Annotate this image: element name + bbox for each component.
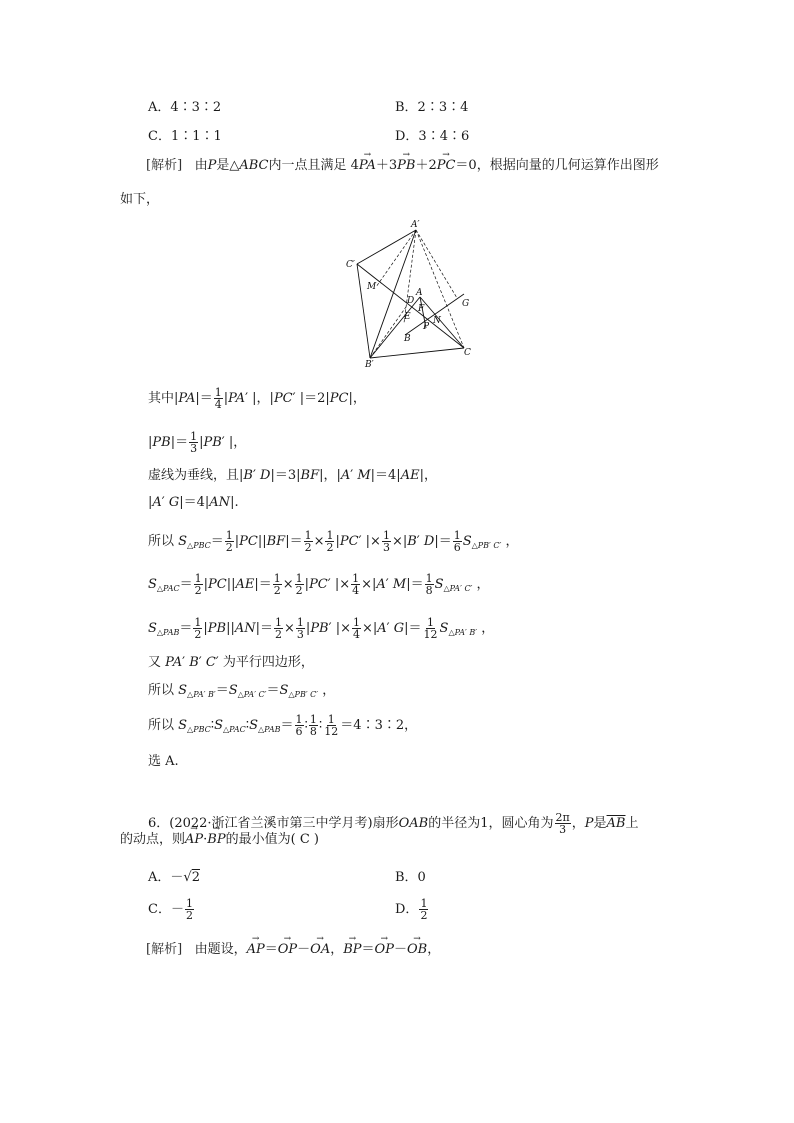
solution-intro-cont: 如下， <box>120 192 160 207</box>
derivation-line-4: |A′ G|＝4|AN|. <box>148 495 239 510</box>
label-M: M <box>367 282 377 292</box>
label-N: N <box>433 316 441 326</box>
label-C: C <box>464 348 471 358</box>
question-6-cont: 的动点，则→ AP·→ BP的最小值为( C ) <box>120 830 319 850</box>
label-A-prime: A′ <box>411 220 420 230</box>
derivation-line-8: 又 PA′ B′ C′ 为平行四边形， <box>148 655 314 670</box>
derivation-line-10: 所以 $S_{\triangle PBC}∶S_{\triangle PAC}∶S_{\triangle PAB}=$ $\frac{1}{6}$ ∶ $\frac{1}{8}$ ∶ $\frac{1}{12}$ ＝4∶3∶2， <box>148 713 418 738</box>
option-a: A．4∶3∶2 <box>148 100 222 115</box>
derivation-conclusion: 选 A. <box>148 754 179 769</box>
question-6: 6．(2022·浙江省兰溪市第三中学月考)扇形OAB的半径为1，圆心角为 $\frac{2\pi}{3}$ ，P是$\overline{AB}$上 <box>148 811 639 836</box>
option-b: B．2∶3∶4 <box>395 100 469 115</box>
option-c: C．1∶1∶1 <box>148 129 222 144</box>
label-B-prime: B′ <box>365 360 374 370</box>
derivation-line-3: 虚线为垂线，且|B′ D|＝3|BF|，|A′ M|＝4|AE|， <box>148 468 437 483</box>
derivation-line-9: 所以 $S_{\triangle PA' B'}=S_{\triangle PA' C'}=S_{\triangle PB' C'}$ ， <box>148 683 336 699</box>
q6-option-a: A．－√2 <box>148 870 200 885</box>
label-D: D <box>407 296 415 306</box>
solution-tag: [解析] <box>146 158 183 173</box>
geometry-figure <box>340 215 490 375</box>
label-G: G <box>462 299 470 309</box>
q6-option-c: C．－ $\frac{1}{2}$ <box>148 897 193 922</box>
option-d: D．3∶4∶6 <box>395 129 470 144</box>
derivation-line-2: |PB|＝ $\frac{1}{3}$ |PB′ |， <box>148 430 247 455</box>
label-C-prime: C′ <box>346 260 355 270</box>
label-B: B <box>404 334 411 344</box>
derivation-line-5: 所以 $S_{\triangle PBC}=$ $\frac{1}{2}$ |PC||BF|＝ $\frac{1}{2}$ × $\frac{1}{2}$ |PC′ |× $\frac{1}{3}$ ×|B′ D|＝ $\frac{1}{6}$ $S_{\triangle PB' C'}$ ， <box>148 529 519 554</box>
label-A: A <box>416 288 423 298</box>
label-P: P <box>423 322 430 332</box>
derivation-line-1: 其中|PA|＝ $\frac{1}{4}$ |PA′ |，|PC′ |＝2|PC|， <box>148 386 366 411</box>
q6-option-d: D． $\frac{1}{2}$ <box>395 897 428 922</box>
derivation-line-7: $S_{\triangle PAB}=$ $\frac{1}{2}$ |PB||AN|＝ $\frac{1}{2}$ × $\frac{1}{3}$ |PB′ |× $\frac{1}{4}$ ×|A′ G|＝ $\frac{1}{12}$ $S_{\triangle PA' B'}$ ， <box>148 616 495 641</box>
label-F: F <box>418 304 425 314</box>
label-E: E <box>404 312 411 322</box>
derivation-line-6: $S_{\triangle PAC}=$ $\frac{1}{2}$ |PC||AE|＝ $\frac{1}{2}$ × $\frac{1}{2}$ |PC′ |× $\frac{1}{4}$ ×|A′ M|＝ $\frac{1}{8}$ $S_{\triangle PA' C'}$ ， <box>148 572 490 597</box>
q6-option-b: B．0 <box>395 870 426 885</box>
solution-6: [解析] 由题设，→ AP＝→ OP－→ OA，→ BP＝→ OP－→ OB， <box>146 940 440 960</box>
solution-intro: [解析] 由P是△ABC内一点且满足 4→ PA＋3→ PB＋2→ PC＝0，根据向量的几何运算作出图形 <box>146 156 659 176</box>
